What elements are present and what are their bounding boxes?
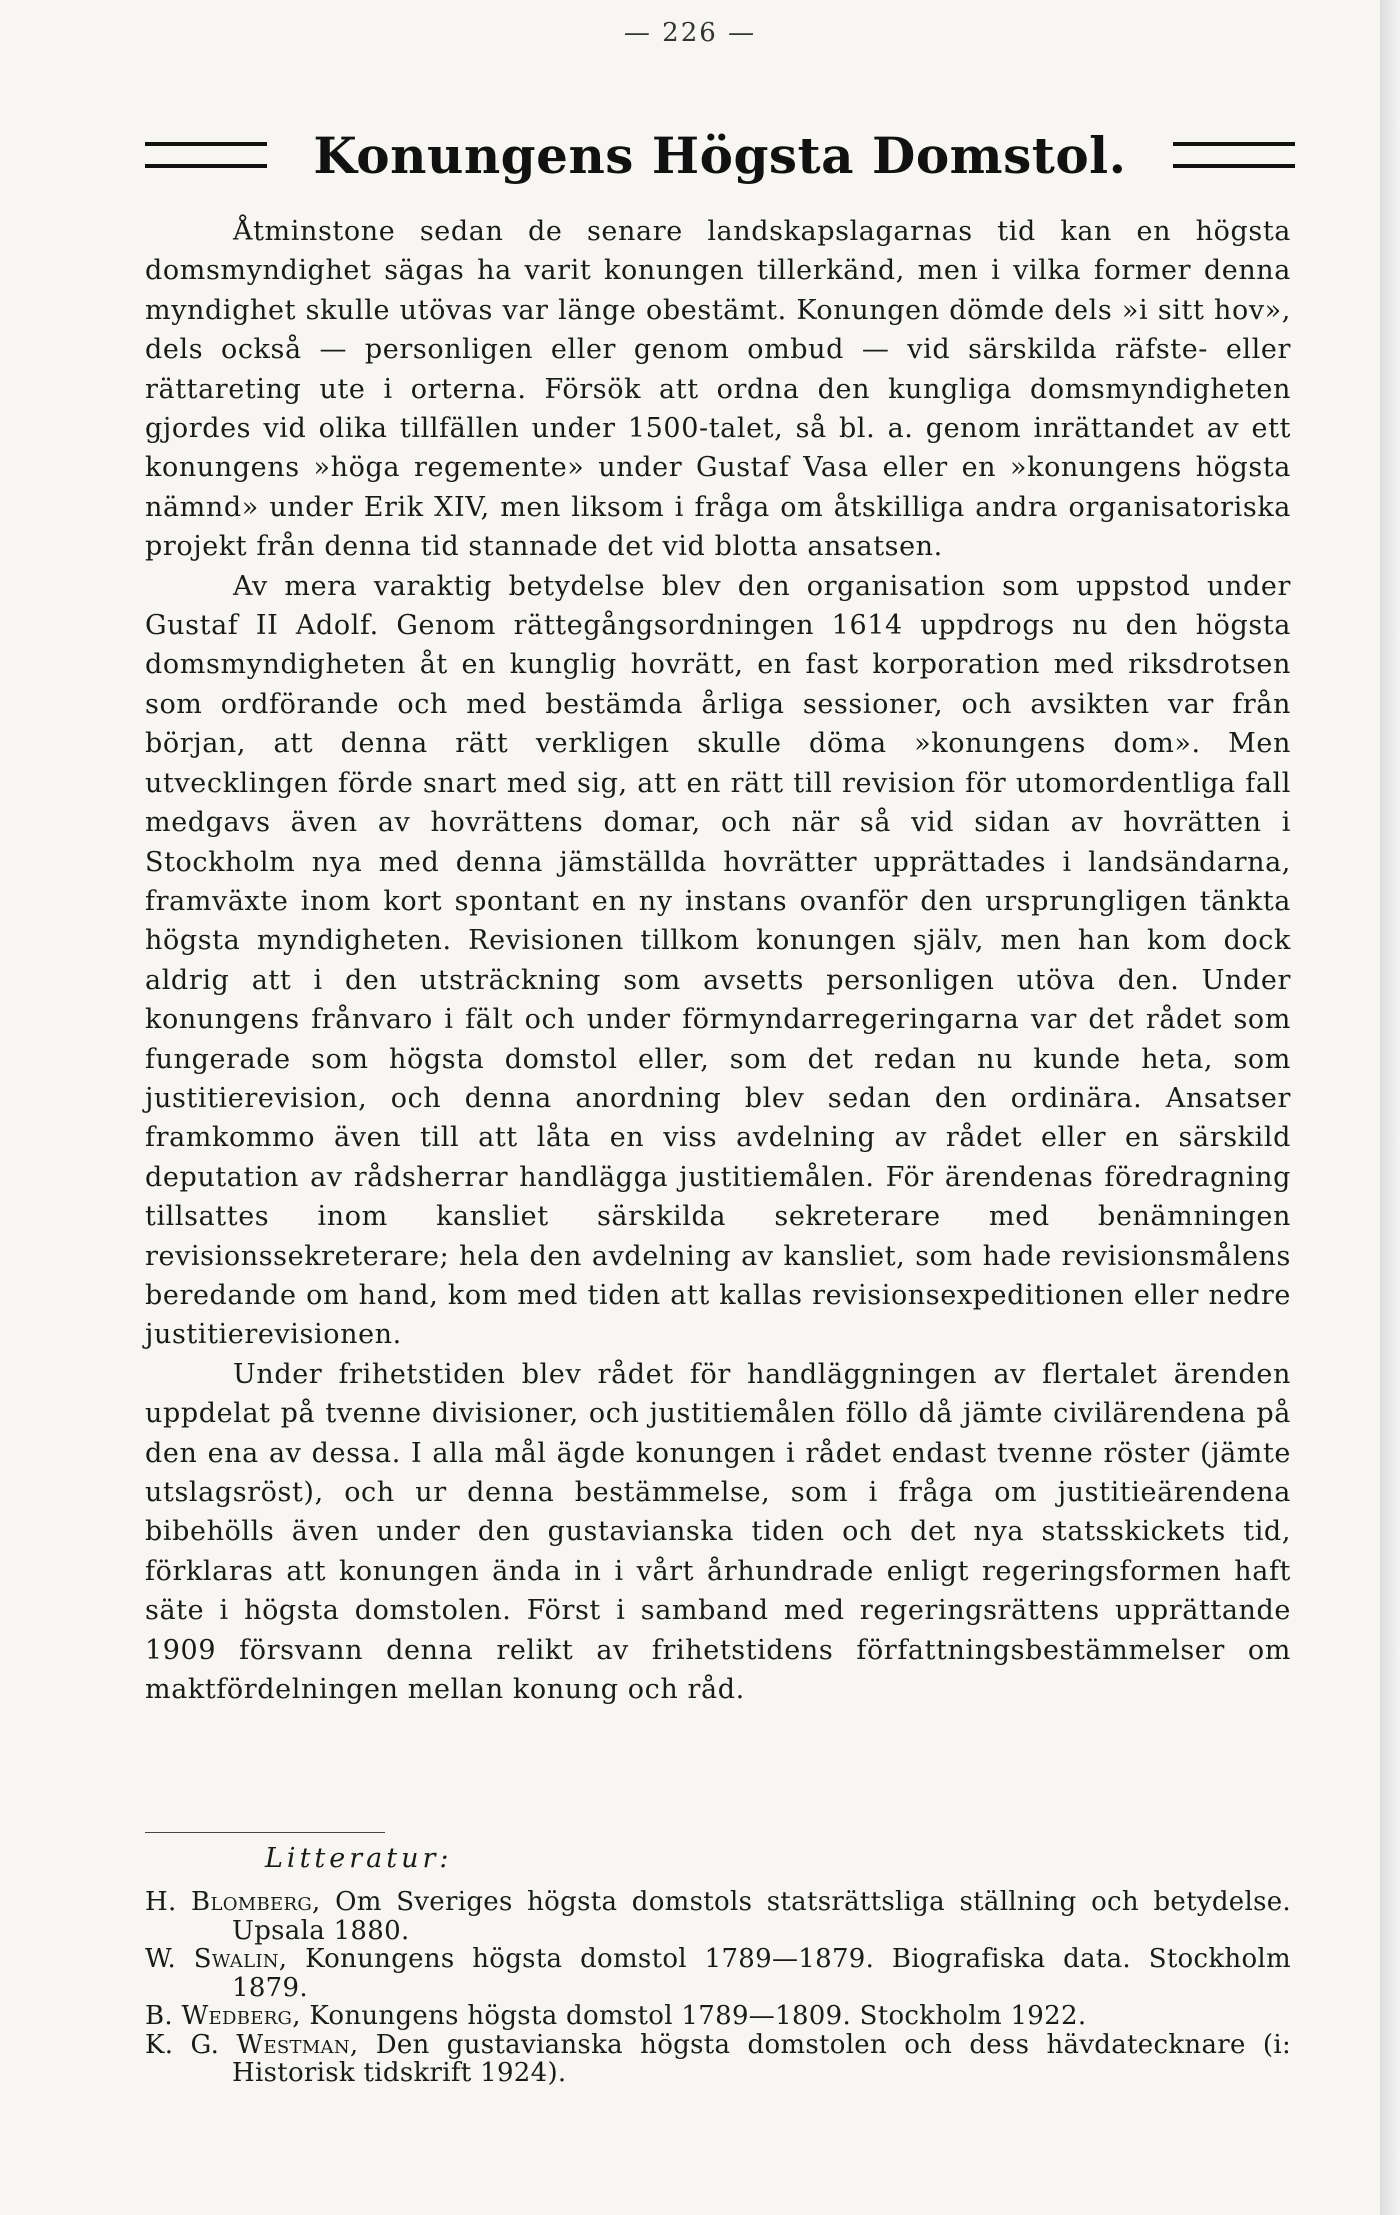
reference-item: [145, 1945, 1291, 2002]
reference-author: W. Swalin: [145, 1944, 279, 1974]
literature-heading: Litteratur:: [265, 1843, 453, 1874]
reference-author: K. G. Westman: [145, 2029, 350, 2060]
page-title: Konungens Högsta Domstol.: [313, 125, 1127, 185]
reference-author: H. Blomberg: [145, 1887, 313, 1917]
reference-list: [145, 1888, 1291, 2088]
paragraph-2: Av mera varaktig betydelse blev den organisation som uppstod under Gustaf II Adolf. Genom rättegångsordningen 1614 uppdrogs nu den högsta domsmyndigheten åt en kunglig hovrätt, en fast korporation med riksdrotsen som ordförande och med bestämda årliga sessioner, och avsikten var från början, att denna rätt verkligen skulle döma »konungens dom». Men utvecklingen förde snart med sig, att en rätt till revision för utomordentliga fall medgavs även av hovrättens domar, och när så vid sidan av hovrätten i Stockholm nya med denna jämställda hovrätter upprättades i landsändarna, framväxte inom kort spontant en ny instans ovanför den ursprungligen tänkta högsta myndigheten. Revisionen tillkom konungen själv, men han kom dock aldrig att i den utsträckning som avsetts personligen utöva den. Under konungens frånvaro i fält och under förmyndarregeringarna var det rådet som fungerade som högsta domstol eller, som det redan nu kunde heta, som justitierevision, och denna anordning blev sedan den ordinära. Ansatser framkommo även till att låta en viss avdelning av rådet eller en särskild deputation av rådsherrar handlägga justitiemålen. För ärendenas föredragning tillsattes inom kansliet särskilda sekreterare med benämningen revisionssekreterare; hela den avdelning av kansliet, som hade revisionsmålens beredande om hand, kom med tiden att kallas revisionsexpeditionen eller nedre justitierevisionen.: [145, 570, 1291, 1351]
title-rule-left: [145, 142, 267, 168]
title-row: [145, 120, 1295, 190]
title-rule-right: [1173, 142, 1295, 168]
reference-text: , Konungens högsta domstol 1789—1879. Biografiska data. Stockholm 1879.: [232, 1944, 1291, 2003]
reference-item: [145, 2031, 1291, 2088]
reference-item: [145, 1888, 1291, 1945]
page-edge: [1380, 0, 1400, 2215]
page-number: — 226 —: [623, 18, 757, 48]
separator-rule: [145, 1832, 385, 1833]
reference-text: , Konungens högsta domstol 1789—1809. Stockholm 1922.: [292, 2001, 1087, 2031]
body-text: [145, 212, 1291, 1709]
paragraph-3: Under frihetstiden blev rådet för handläggningen av flertalet ärenden uppdelat på tvenne divisioner, och justitiemålen föllo då jämte civilärendena på den ena av dessa. I alla mål ägde konungen i rådet endast tvenne röster (jämte utslagsröst), och ur denna bestämmelse, som i fråga om justitieärendena bibehölls även under den gustavianska tiden och det nya statsskickets tid, förklaras att konungen ända in i vårt århundrade enligt regeringsformen haft säte i högsta domstolen. Först i samband med regeringsrättens upprättande 1909 försvann denna relikt av frihetstidens författningsbestämmelser om maktfördelningen mellan konung och råd.: [145, 1358, 1291, 1706]
reference-text: , Den gustavianska högsta domstolen och dess hävdatecknare (i: Historisk tidskrift 1924).: [232, 2029, 1291, 2088]
reference-item: [145, 2002, 1291, 2031]
reference-text: , Om Sveriges högsta domstols statsrättsliga ställning och betydelse. Upsala 1880.: [232, 1887, 1291, 1946]
reference-author: B. Wedberg: [145, 2001, 293, 2031]
paragraph-1: Åtminstone sedan de senare landskapslagarnas tid kan en högsta domsmyndighet sägas ha varit konungen tillerkänd, men i vilka former denna myndighet skulle utövas var länge obestämt. Konungen dömde dels »i sitt hov», dels också — personligen eller genom ombud — vid särskilda räfste- eller rättareting ute i orterna. Försök att ordna den kungliga domsmyndigheten gjordes vid olika tillfällen under 1500-talet, så bl. a. genom inrättandet av ett konungens »höga regemente» under Gustaf Vasa eller en »konungens högsta nämnd» under Erik XIV, men liksom i fråga om åtskilliga andra organisatoriska projekt från denna tid stannade det vid blotta ansatsen.: [145, 216, 1291, 563]
